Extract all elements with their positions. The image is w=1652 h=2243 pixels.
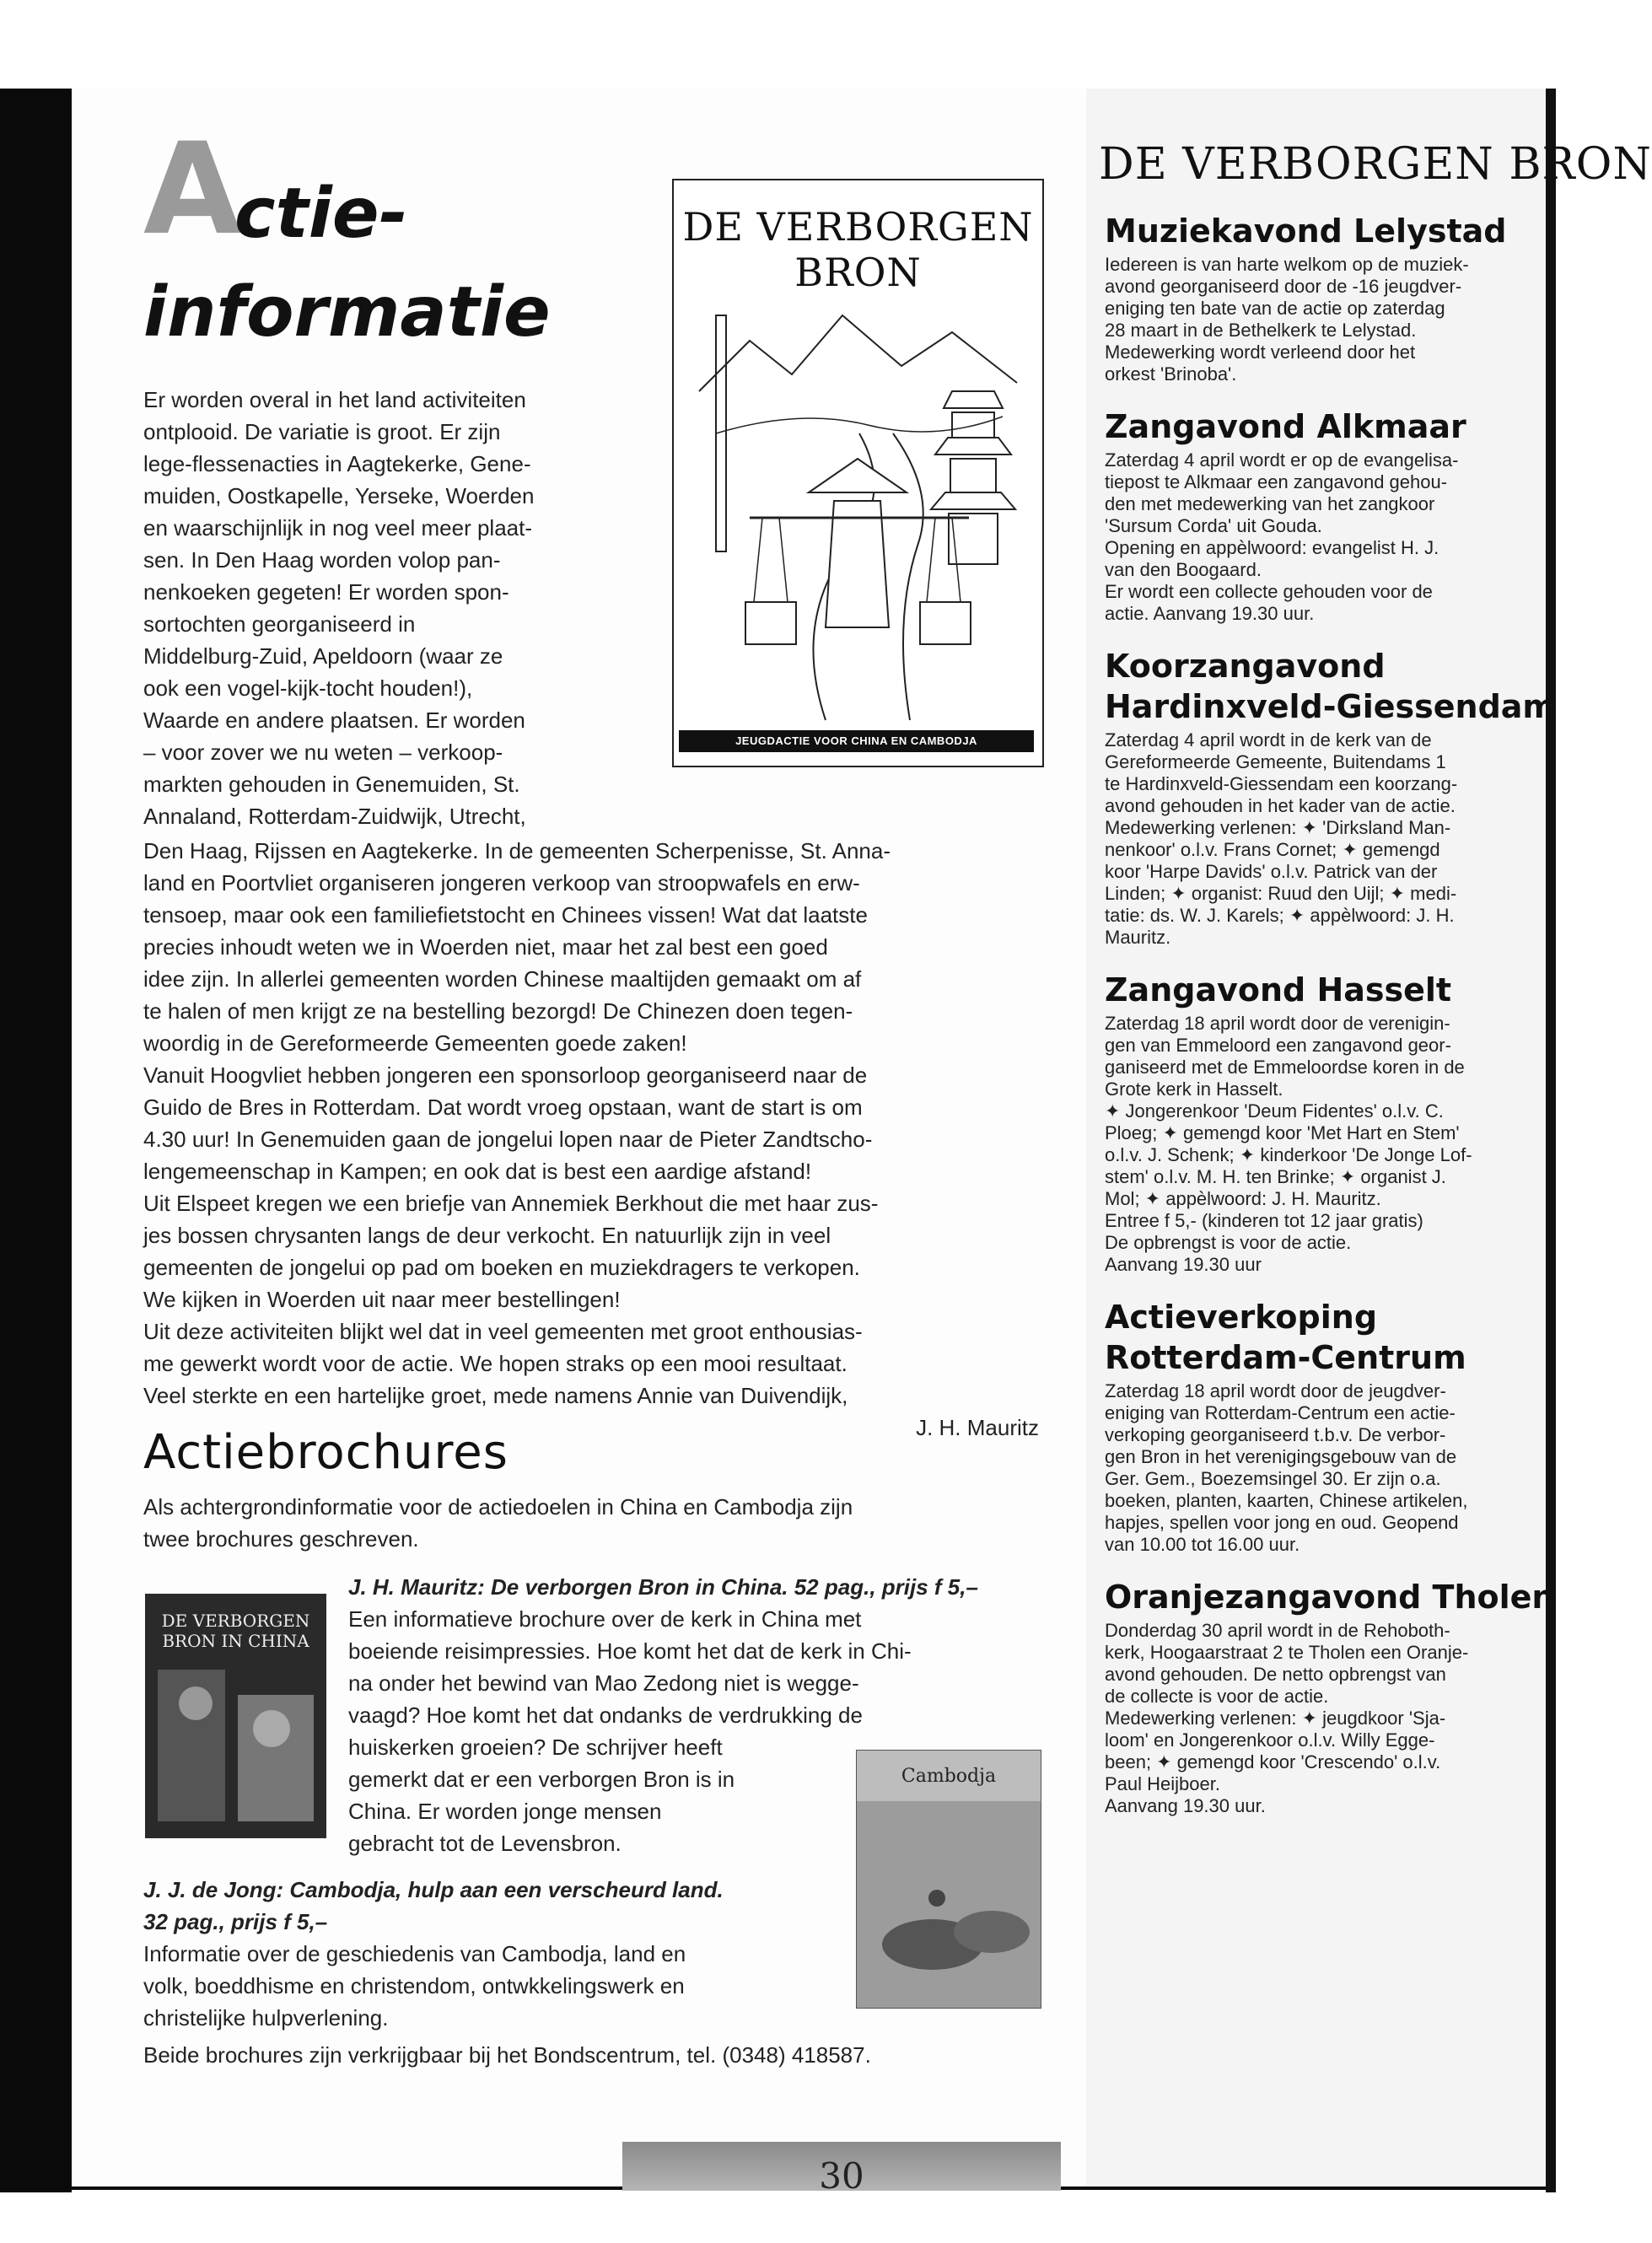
- text-line: muiden, Oostkapelle, Yerseke, Woerden: [143, 483, 535, 508]
- text-line: markten gehouden in Genemuiden, St.: [143, 772, 520, 797]
- book-heading: J. H. Mauritz: De verborgen Bron in China. 52 pag., prijs f 5,–: [348, 1574, 978, 1600]
- text-line: gemeenten de jongelui op pad om boeken en muziekdragers te verkopen.: [143, 1255, 860, 1280]
- event-text-line: Zaterdag 18 april wordt door de verenigin-: [1105, 1013, 1450, 1034]
- event-text-line: nenkoor' o.l.v. Frans Cornet; ✦ gemengd: [1105, 839, 1440, 860]
- intro-text: [143, 384, 658, 832]
- event-text-line: koor 'Harpe Davids' o.l.v. Patrick van der: [1105, 861, 1438, 882]
- event-item: [1105, 648, 1560, 949]
- event-text-line: Aanvang 19.30 uur: [1105, 1254, 1262, 1275]
- text-line: We kijken in Woerden uit naar meer bestellingen!: [143, 1287, 621, 1312]
- event-text-line: Zaterdag 4 april wordt in de kerk van de: [1105, 729, 1432, 750]
- event-text-line: te Hardinxveld-Giessendam een koorzang-: [1105, 773, 1458, 794]
- event-item: [1105, 1299, 1560, 1556]
- text-line: christelijke hulpverlening.: [143, 2005, 389, 2031]
- event-text-line: avond gehouden. De netto opbrengst van: [1105, 1664, 1446, 1685]
- text-line: gebracht tot de Levensbron.: [348, 1831, 622, 1856]
- title-line-1: ctie-: [234, 174, 408, 254]
- event-title: Koorzangavond: [1105, 648, 1386, 685]
- text-line: land en Poortvliet organiseren jongeren verkoop van stroopwafels en erw-: [143, 870, 860, 896]
- event-item: [1105, 972, 1560, 1276]
- event-title: Hardinxveld-Giessendam: [1105, 688, 1557, 725]
- event-text-line: Medewerking wordt verleend door het: [1105, 342, 1416, 363]
- text-line: huiskerken groeien? De schrijver heeft: [348, 1735, 723, 1760]
- event-item: [1105, 1579, 1560, 1817]
- event-text-line: Ploeg; ✦ gemengd koor 'Met Hart en Stem': [1105, 1122, 1460, 1143]
- event-text-line: Mauritz.: [1105, 927, 1171, 948]
- event-text-line: Er wordt een collecte gehouden voor de: [1105, 581, 1433, 602]
- text-line: 4.30 uur! In Genemuiden gaan de jongelui lopen naar de Pieter Zandtscho-: [143, 1127, 873, 1152]
- event-text-line: loom' en Jongerenkoor o.l.v. Willy Egge-: [1105, 1729, 1435, 1751]
- event-text-line: 28 maart in de Bethelkerk te Lelystad.: [1105, 320, 1417, 341]
- event-text-line: Opening en appèlwoord: evangelist H. J.: [1105, 537, 1439, 558]
- text-line: China. Er worden jonge mensen: [348, 1799, 662, 1824]
- event-text-line: Zaterdag 4 april wordt er op de evangelisa-: [1105, 449, 1459, 471]
- event-text-line: kerk, Hoogaarstraat 2 te Tholen een Oranje-: [1105, 1642, 1469, 1663]
- text-line: precies inhoudt weten we in Woerden niet, maar het zal best een goed: [143, 934, 828, 960]
- text-line: Waarde en andere plaatsen. Er worden: [143, 707, 525, 733]
- event-text-line: 'Sursum Corda' uit Gouda.: [1105, 515, 1322, 536]
- right-page-heading: DE VERBORGEN BRON: [1099, 139, 1652, 190]
- text-line: tensoep, maar ook een familiefietstocht en Chinees vissen! Wat dat laatste: [143, 902, 868, 928]
- event-text-line: ganiseerd met de Emmeloordse koren in de: [1105, 1057, 1465, 1078]
- right-page: [1086, 89, 1652, 2187]
- text-line: twee brochures geschreven.: [143, 1526, 419, 1552]
- event-text-line: Donderdag 30 april wordt in de Rehoboth-: [1105, 1620, 1450, 1641]
- event-text-line: avond georganiseerd door de -16 jeugdver-: [1105, 276, 1462, 297]
- page-number-bar: [622, 2142, 1061, 2197]
- text-line: idee zijn. In allerlei gemeenten worden Chinese maaltijden gemaakt om af: [143, 966, 862, 992]
- event-text-line: o.l.v. J. Schenk; ✦ kinderkoor 'De Jonge Lof-: [1105, 1144, 1472, 1165]
- event-text-line: De opbrengst is voor de actie.: [1105, 1232, 1352, 1253]
- event-title: Rotterdam-Centrum: [1105, 1339, 1466, 1376]
- event-text-line: Paul Heijboer.: [1105, 1773, 1220, 1794]
- cover-title: DE VERBORGEN BRON IN CHINA: [161, 1611, 310, 1651]
- event-text-line: eniging van Rotterdam-Centrum een actie-: [1105, 1402, 1456, 1423]
- text-line: na onder het bewind van Mao Zedong niet is wegge-: [348, 1670, 859, 1696]
- text-line: vaagd? Hoe komt het dat ondanks de verdrukking de: [348, 1702, 863, 1728]
- event-text-line: boeken, planten, kaarten, Chinese artikelen,: [1105, 1490, 1468, 1511]
- event-text-line: Zaterdag 18 april wordt door de jeugdver-: [1105, 1380, 1446, 1401]
- text-line: sortochten georganiseerd in: [143, 611, 416, 637]
- event-title: Zangavond Alkmaar: [1105, 408, 1466, 445]
- text-line: Informatie over de geschiedenis van Cambodja, land en: [143, 1941, 686, 1966]
- text-line: Veel sterkte en een hartelijke groet, mede namens Annie van Duivendijk,: [143, 1383, 848, 1408]
- event-text-line: tatie: ds. W. J. Karels; ✦ appèlwoord: J. H.: [1105, 905, 1455, 926]
- book-heading: J. J. de Jong: Cambodja, hulp aan een verscheurd land.: [143, 1877, 724, 1902]
- cover-title: Cambodja: [901, 1766, 997, 1787]
- event-text-line: Aanvang 19.30 uur.: [1105, 1795, 1266, 1816]
- event-title: Oranjezangavond Tholen: [1105, 1579, 1555, 1616]
- event-text-line: van 10.00 tot 16.00 uur.: [1105, 1534, 1300, 1555]
- text-line: te halen of men krijgt ze na bestelling bezorgd! De Chinezen doen tegen-: [143, 998, 853, 1024]
- event-text-line: verkoping georganiseerd t.b.v. De verbor-: [1105, 1424, 1446, 1445]
- text-line: Vanuit Hoogvliet hebben jongeren een sponsorloop georganiseerd naar de: [143, 1062, 868, 1088]
- brochure-cover-china: [145, 1594, 326, 1838]
- book-heading: 32 pag., prijs f 5,–: [143, 1909, 328, 1934]
- event-text-line: Gereformeerde Gemeente, Buitendams 1: [1105, 751, 1446, 772]
- text-line: nenkoeken gegeten! Er worden spon-: [143, 579, 509, 605]
- text-line: Uit deze activiteiten blijkt wel dat in veel gemeenten met groot enthousias-: [143, 1319, 863, 1344]
- event-text-line: Grote kerk in Hasselt.: [1105, 1078, 1283, 1100]
- text-line: Als achtergrondinformatie voor de actiedoelen in China en Cambodja zijn: [143, 1494, 853, 1520]
- event-item: [1105, 213, 1560, 385]
- event-text-line: Linden; ✦ organist: Ruud den Uijl; ✦ medi-: [1105, 883, 1457, 904]
- event-text-line: ✦ Jongerenkoor 'Deum Fidentes' o.l.v. C.: [1105, 1100, 1444, 1122]
- text-line: Guido de Bres in Rotterdam. Dat wordt vroeg opstaan, want de start is om: [143, 1095, 863, 1120]
- text-line: Beide brochures zijn verkrijgbaar bij het Bondscentrum, tel. (0348) 418587.: [143, 2042, 871, 2068]
- event-text-line: den met medewerking van het zangkoor: [1105, 493, 1435, 514]
- text-line: Annaland, Rotterdam-Zuidwijk, Utrecht,: [143, 804, 526, 829]
- signature: J. H. Mauritz: [916, 1415, 1039, 1440]
- event-text-line: van den Boogaard.: [1105, 559, 1262, 580]
- event-text-line: Entree f 5,- (kinderen tot 12 jaar gratis): [1105, 1210, 1423, 1231]
- text-line: lengemeenschap in Kampen; en ook dat is best een aardige afstand!: [143, 1159, 812, 1184]
- event-text-line: Ger. Gem., Boezemsingel 30. Er zijn o.a.: [1105, 1468, 1441, 1489]
- text-line: me gewerkt wordt voor de actie. We hopen straks op een mooi resultaat.: [143, 1351, 848, 1376]
- event-text-line: Medewerking verlenen: ✦ 'Dirksland Man-: [1105, 817, 1451, 838]
- event-text-line: avond gehouden in het kader van de actie.: [1105, 795, 1456, 816]
- title-line-2: informatie: [143, 272, 551, 352]
- event-text-line: been; ✦ gemengd koor 'Crescendo' o.l.v.: [1105, 1751, 1441, 1772]
- event-item: [1105, 409, 1560, 625]
- title-initial: A: [143, 116, 242, 263]
- event-title: Actieverkoping: [1105, 1299, 1378, 1336]
- brochures-closing: [143, 2039, 1039, 2071]
- text-line: Den Haag, Rijssen en Aagtekerke. In de gemeenten Scherpenisse, St. Anna-: [143, 838, 891, 863]
- text-line: Een informatieve brochure over de kerk in China met: [348, 1606, 862, 1632]
- text-line: ontplooid. De variatie is groot. Er zijn: [143, 419, 501, 444]
- text-line: jes bossen chrysanten langs de deur verkocht. En natuurlijk zijn in veel: [143, 1223, 831, 1248]
- porter-landscape-drawing: [699, 265, 1017, 720]
- poster-band: JEUGDACTIE VOOR CHINA EN CAMBODJA: [679, 730, 1034, 752]
- brochure-cover-cambodja: [856, 1750, 1041, 2009]
- event-text-line: Iedereen is van harte welkom op de muziek-: [1105, 254, 1469, 275]
- text-line: – voor zover we nu weten – verkoop-: [143, 740, 503, 765]
- event-text-line: hapjes, spellen voor jong en oud. Geopend: [1105, 1512, 1459, 1533]
- text-line: Er worden overal in het land activiteiten: [143, 387, 526, 412]
- event-list: [1105, 213, 1560, 1841]
- brochures-title: Actiebrochures: [143, 1425, 509, 1480]
- text-line: Uit Elspeet kregen we een briefje van Annemiek Berkhout die met haar zus-: [143, 1191, 879, 1216]
- text-line: Middelburg-Zuid, Apeldoorn (waar ze: [143, 643, 503, 669]
- event-text-line: actie. Aanvang 19.30 uur.: [1105, 603, 1315, 624]
- cover-photo: [145, 1594, 326, 1838]
- poster-title: DE VERBORGEN BRON: [682, 204, 1034, 295]
- event-text-line: Medewerking verlenen: ✦ jeugdkoor 'Sja-: [1105, 1708, 1446, 1729]
- event-text-line: tiepost te Alkmaar een zangavond gehou-: [1105, 471, 1448, 492]
- event-text-line: eniging ten bate van de actie op zaterdag: [1105, 298, 1445, 319]
- text-line: volk, boeddhisme en christendom, ontwkkelingswerk en: [143, 1973, 685, 1998]
- body-text: [143, 835, 1039, 1444]
- event-title: Zangavond Hasselt: [1105, 971, 1452, 1009]
- event-title: Muziekavond Lelystad: [1105, 212, 1507, 250]
- text-line: sen. In Den Haag worden volop pan-: [143, 547, 501, 573]
- poster-illustration: [672, 179, 1044, 767]
- text-line: ook een vogel-kijk-tocht houden!),: [143, 675, 473, 701]
- cover-photo: [857, 1751, 1041, 2008]
- text-line: woordig in de Gereformeerde Gemeenten goede zaken!: [143, 1030, 687, 1056]
- text-line: en waarschijnlijk in nog veel meer plaat-: [143, 515, 533, 541]
- event-text-line: Mol; ✦ appèlwoord: J. H. Mauritz.: [1105, 1188, 1381, 1209]
- text-line: gemerkt dat er een verborgen Bron is in: [348, 1767, 735, 1792]
- scan-border-left: [0, 89, 72, 2192]
- text-line: lege-flessenacties in Aagtekerke, Gene-: [143, 451, 531, 476]
- brochures-intro: [143, 1491, 1039, 1555]
- event-text-line: orkest 'Brinoba'.: [1105, 363, 1237, 385]
- event-text-line: de collecte is voor de actie.: [1105, 1686, 1329, 1707]
- page-number: 30: [819, 2155, 864, 2197]
- event-text-line: gen Bron in het verenigingsgebouw van de: [1105, 1446, 1457, 1467]
- text-line: boeiende reisimpressies. Hoe komt het dat de kerk in Chi-: [348, 1638, 912, 1664]
- brochure-cambodja-text: [143, 1874, 843, 2034]
- event-text-line: gen van Emmeloord een zangavond geor-: [1105, 1035, 1451, 1056]
- event-text-line: stem' o.l.v. M. H. ten Brinke; ✦ organist J.: [1105, 1166, 1446, 1187]
